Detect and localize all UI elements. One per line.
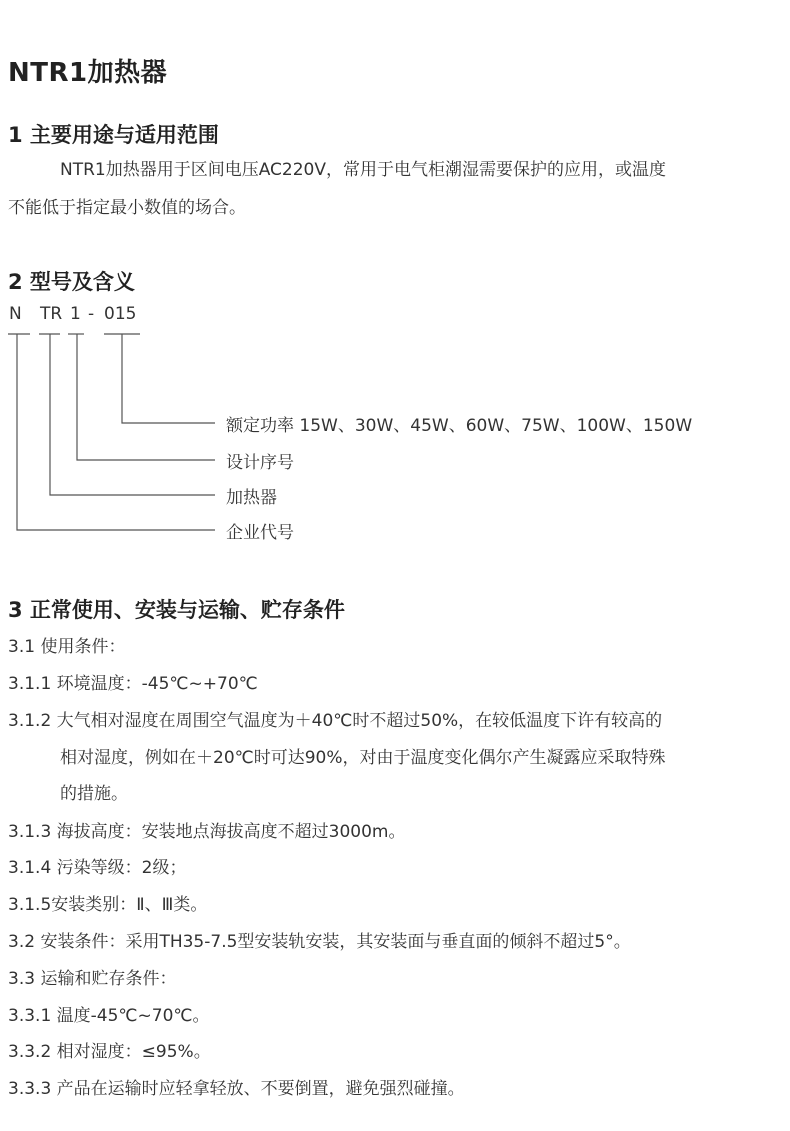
model-code-015: 015 <box>104 304 137 324</box>
item-3-1-2-line-1: 3.1.2 大气相对湿度在周围空气温度为＋40℃时不超过50%，在较低温度下许有较高的 <box>8 711 663 731</box>
label-heater: 加热器 <box>226 488 277 508</box>
item-3-1-4: 3.1.4 污染等级：2级； <box>8 858 187 878</box>
item-3-1-5: 3.1.5安装类别：Ⅱ、Ⅲ类。 <box>8 895 208 915</box>
item-3-1-2-line-2: 相对湿度，例如在＋20℃时可达90%，对由于温度变化偶尔产生凝露应采取特殊 <box>60 748 666 768</box>
item-3-3-3: 3.3.3 产品在运输时应轻拿轻放、不要倒置，避免强烈碰撞。 <box>8 1079 465 1099</box>
section-1-para-line-2: 不能低于指定最小数值的场合。 <box>8 198 246 218</box>
model-code-diagram <box>0 0 790 560</box>
item-3-3-2: 3.3.2 相对湿度：≤95%。 <box>8 1042 211 1062</box>
item-3-3-1: 3.3.1 温度-45℃~70℃。 <box>8 1006 210 1026</box>
item-3-1-1: 3.1.1 环境温度：-45℃~+70℃ <box>8 674 258 694</box>
leader-heater <box>50 334 215 495</box>
label-power: 额定功率 15W、30W、45W、60W、75W、100W、150W <box>226 416 693 436</box>
item-3-3: 3.3 运输和贮存条件： <box>8 969 177 989</box>
section-1-heading: 1 主要用途与适用范围 <box>8 123 219 147</box>
item-3-2: 3.2 安装条件：采用TH35-7.5型安装轨安装，其安装面与垂直面的倾斜不超过5°。 <box>8 932 631 952</box>
model-code-n: N <box>9 304 22 324</box>
section-3-heading: 3 正常使用、安装与运输、贮存条件 <box>8 598 345 622</box>
leader-design <box>77 334 215 460</box>
model-code-dash: - <box>88 304 95 324</box>
section-1-para-line-1: NTR1加热器用于区间电压AC220V，常用于电气柜潮湿需要保护的应用，或温度 <box>60 160 667 180</box>
model-code-1: 1 <box>70 304 81 324</box>
leader-power <box>122 334 215 423</box>
item-3-1: 3.1 使用条件： <box>8 637 126 657</box>
section-2-heading: 2 型号及含义 <box>8 270 135 294</box>
item-3-1-2-line-3: 的措施。 <box>60 784 128 804</box>
label-company: 企业代号 <box>226 523 294 543</box>
model-code-tr: TR <box>40 304 63 324</box>
item-3-1-3: 3.1.3 海拔高度：安装地点海拔高度不超过3000m。 <box>8 822 406 842</box>
leader-company <box>17 334 215 530</box>
page-title: NTR1加热器 <box>8 58 168 88</box>
label-design: 设计序号 <box>226 453 294 473</box>
